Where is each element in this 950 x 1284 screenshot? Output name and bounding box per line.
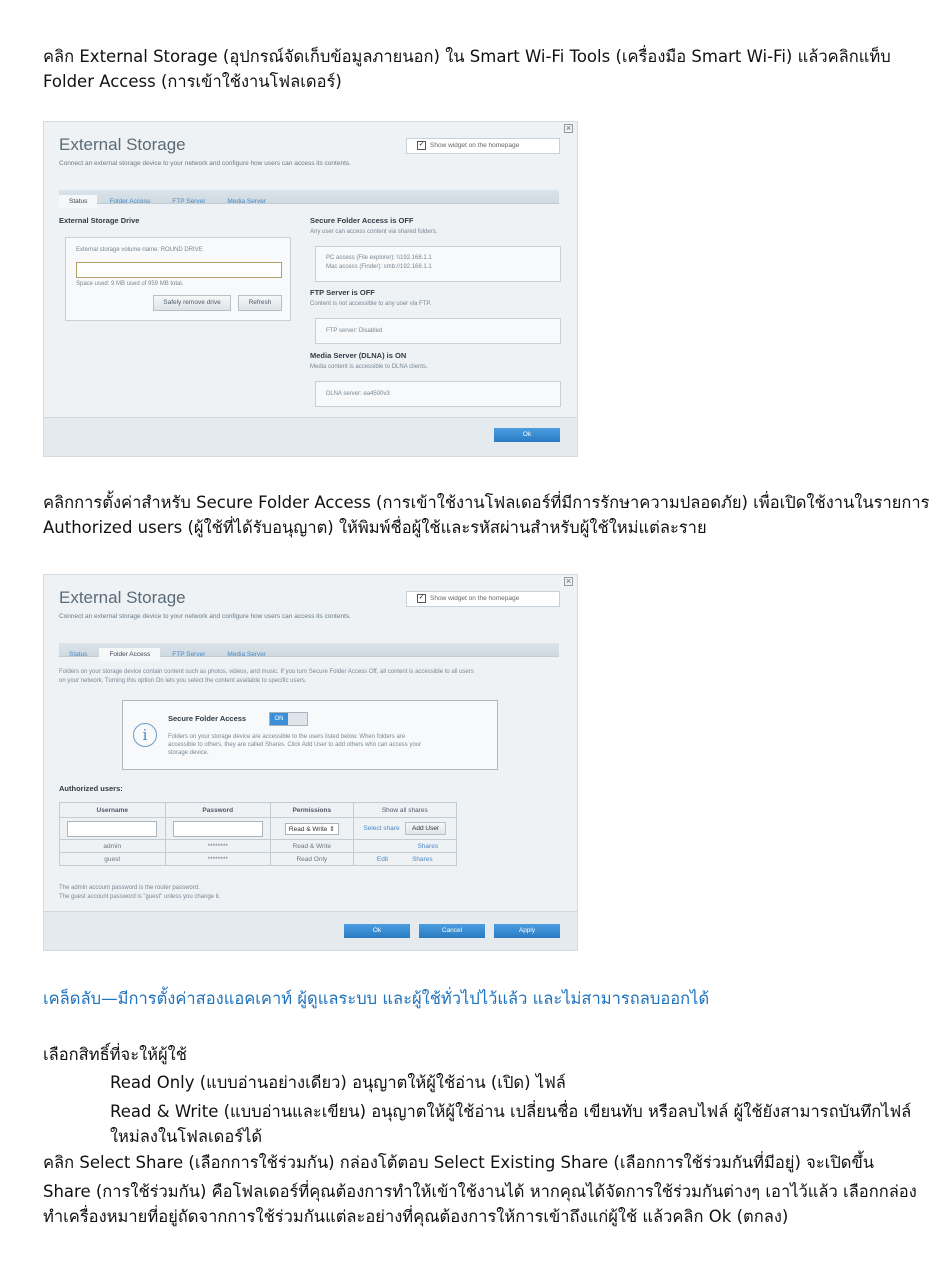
checkmark-icon: ✓ — [418, 140, 425, 148]
mac-access: Mac access (Finder): smb://192.168.1.1 — [326, 264, 432, 270]
safely-remove-button[interactable]: Safely remove drive — [153, 295, 231, 311]
share-desc: Share (การใช้ร่วมกัน) คือโฟลเดอร์ที่คุณต้องการทำให้เข้าใช้งานได้ หากคุณได้จัดการใช้ร่วมกันต่างๆ เอาไว้แล้ว เลือกกล่องทำเครื่องหมายที่อยู่ถัดจากการใช้ร่วมกันแต่ละอย่างที่คุณต้องการให้การเข้าถึงแก่ผู้ใช้ แล้วคลิก Ok (ตกลง) — [43, 1182, 917, 1226]
shares-link[interactable]: Shares — [412, 855, 433, 863]
tab-folder-access[interactable]: Folder Access — [99, 648, 160, 661]
volume-name: External storage volume name: ROUND DRIVE — [76, 247, 203, 253]
tip-paragraph: เคล็ดลับ—มีการตั้งค่าสองแอคเคาท์ ผู้ดูแลระบบ และผู้ใช้ทั่วไปไว้แล้ว และไม่สามารถลบออกได้ — [43, 989, 710, 1008]
row-permission: Read Only — [271, 853, 354, 866]
table-row — [60, 840, 457, 853]
info-line3: storage device. — [168, 750, 209, 756]
tab-status[interactable]: Status — [69, 651, 88, 658]
row-username: guest — [60, 853, 166, 866]
info-line1: Folders on your storage device are accessible to the users listed below. When folders are — [168, 734, 406, 740]
select-share-link[interactable]: Select share — [363, 825, 400, 832]
select-arrows-icon: ⇕ — [329, 825, 335, 833]
panel-title: External Storage — [59, 135, 186, 154]
ftp-server-status: FTP server: Disabled — [326, 328, 383, 334]
intro-paragraph: คลิก External Storage (อุปกรณ์จัดเก็บข้อมูลภายนอก) ใน Smart Wi-Fi Tools (เครื่องมือ Smart Wi-Fi) แล้วคลิกแท็บ Folder Access (การเข้าใช้งานโฟลเดอร์) — [43, 47, 891, 91]
users-table — [59, 802, 457, 866]
header-permissions: Permissions — [271, 803, 354, 818]
edit-link[interactable]: Edit — [376, 855, 389, 863]
media-title: Media Server (DLNA) is ON — [310, 351, 407, 360]
access-box — [315, 246, 561, 282]
close-icon[interactable]: × — [565, 123, 572, 133]
ok-button[interactable]: Ok — [494, 428, 560, 442]
show-widget-checkbox[interactable]: ✓ Show widget on the homepage — [406, 591, 560, 607]
password-cell — [165, 818, 271, 840]
authorized-users-label: Authorized users: — [59, 784, 123, 793]
show-widget-checkbox[interactable]: ✓ Show widget on the homepage — [406, 138, 560, 154]
select-share-desc: คลิก Select Share (เลือกการใช้ร่วมกัน) กล่องโต้ตอบ Select Existing Share (เลือกการใช้ร่วมกันที่มีอยู่) จะเปิดขึ้น — [43, 1153, 875, 1172]
dlna-box — [315, 381, 561, 407]
panel-title: External Storage — [59, 588, 186, 607]
tab-folder-access[interactable]: Folder Access — [109, 198, 151, 205]
row-username: admin — [60, 840, 166, 853]
username-cell — [60, 818, 166, 840]
ok-button[interactable]: Ok — [344, 924, 410, 938]
shares-link[interactable]: Shares — [417, 842, 439, 850]
apply-button[interactable]: Apply — [494, 924, 560, 938]
password-input[interactable] — [173, 821, 263, 837]
panel-footer — [44, 417, 577, 456]
panel-subtitle: Connect an external storage device to your network and configure how users can access its contents. — [59, 160, 351, 167]
row-permission: Read & Write — [271, 840, 354, 853]
row-actions — [353, 853, 456, 866]
external-storage-folder-access-screenshot — [43, 574, 578, 951]
drive-label: External Storage Drive — [59, 216, 140, 225]
step2-paragraph: คลิกการตั้งค่าสำหรับ Secure Folder Access (การเข้าใช้งานโฟลเดอร์ที่มีการรักษาความปลอดภัย) เพื่อเปิดใช้งานในรายการ Authorized users (ผู้ใช้ที่ได้รับอนุญาต) ให้พิมพ์ชื่อผู้ใช้และรหัสผ่านสำหรับผู้ใช้ใหม่แต่ละราย — [43, 493, 930, 537]
secure-folder-desc: Any user can access content via shared folders. — [310, 229, 438, 235]
cancel-button[interactable]: Cancel — [419, 924, 485, 938]
secure-toggle[interactable] — [269, 712, 308, 726]
choose-permission: เลือกสิทธิ์ที่จะให้ผู้ใช้ — [43, 1045, 187, 1064]
row-password: ******** — [165, 840, 271, 853]
tab-bar — [59, 190, 559, 204]
admin-note: The admin account password is the router password. — [59, 885, 200, 891]
pc-access: PC access (File explorer): \\192.168.1.1 — [326, 255, 432, 261]
header-username: Username — [60, 803, 166, 818]
usage-bar — [76, 262, 282, 278]
row-password: ******** — [165, 853, 271, 866]
refresh-button[interactable]: Refresh — [238, 295, 282, 311]
tab-status[interactable]: Status — [59, 195, 97, 208]
media-desc: Media content is accessible to DLNA clients. — [310, 364, 428, 370]
external-storage-status-screenshot — [43, 121, 578, 457]
read-write-desc: Read & Write (แบบอ่านและเขียน) อนุญาตให้ผู้ใช้อ่าน เปลี่ยนชื่อ เขียนทับ หรือลบไฟล์ ผู้ใช้ยังสามารถบันทึกไฟล์ใหม่ลงในโฟลเดอร์ได้ — [110, 1102, 912, 1146]
ftp-box — [315, 318, 561, 344]
tab-media-server[interactable]: Media Server — [227, 198, 267, 205]
secure-folder-label: Secure Folder Access — [168, 714, 247, 723]
header-password: Password — [165, 803, 271, 818]
folder-desc-line2: on your network. Turning this option On lets you select the content available to specific users. — [59, 678, 307, 684]
toggle-on: ON — [270, 713, 288, 725]
checkmark-icon: ✓ — [418, 593, 425, 601]
show-all-shares-link[interactable]: Show all shares — [353, 803, 456, 818]
tab-ftp-server[interactable]: FTP Server — [172, 198, 206, 205]
drive-box — [65, 237, 291, 321]
tab-ftp-server[interactable]: FTP Server — [172, 651, 206, 658]
close-icon[interactable]: × — [565, 576, 572, 586]
permission-cell — [271, 818, 354, 840]
guest-note: The guest account password is "guest" unless you change it. — [59, 894, 221, 900]
tab-bar — [59, 643, 559, 657]
actions-cell — [353, 818, 456, 840]
permission-select[interactable]: Read & Write ⇕ — [285, 823, 339, 835]
add-user-button[interactable]: Add User — [405, 822, 446, 835]
ftp-title: FTP Server is OFF — [310, 288, 375, 297]
folder-desc-line1: Folders on your storage device contain content such as photos, videos, and music. If you turn Secure Folder Access Off, all content is accessible to all users — [59, 669, 474, 675]
info-line2: accessible to others, they are called Shares. Click Add User to add others who can access your — [168, 742, 422, 748]
panel-footer — [44, 911, 577, 950]
secure-folder-title: Secure Folder Access is OFF — [310, 216, 414, 225]
row-actions — [353, 840, 456, 853]
info-icon: i — [133, 723, 157, 747]
space-used: Space used: 9 MB used of 959 MB total. — [76, 281, 184, 287]
secure-access-box — [122, 700, 498, 770]
dlna-server: DLNA server: ea4500v3 — [326, 391, 390, 397]
ftp-desc: Content is not accessible to any user via FTP. — [310, 301, 432, 307]
table-row — [60, 853, 457, 866]
read-only-desc: Read Only (แบบอ่านอย่างเดียว) อนุญาตให้ผู้ใช้อ่าน (เปิด) ไฟล์ — [110, 1073, 566, 1092]
username-input[interactable] — [67, 821, 157, 837]
tab-media-server[interactable]: Media Server — [227, 651, 267, 658]
panel-subtitle: Connect an external storage device to your network and configure how users can access its contents. — [59, 613, 351, 620]
